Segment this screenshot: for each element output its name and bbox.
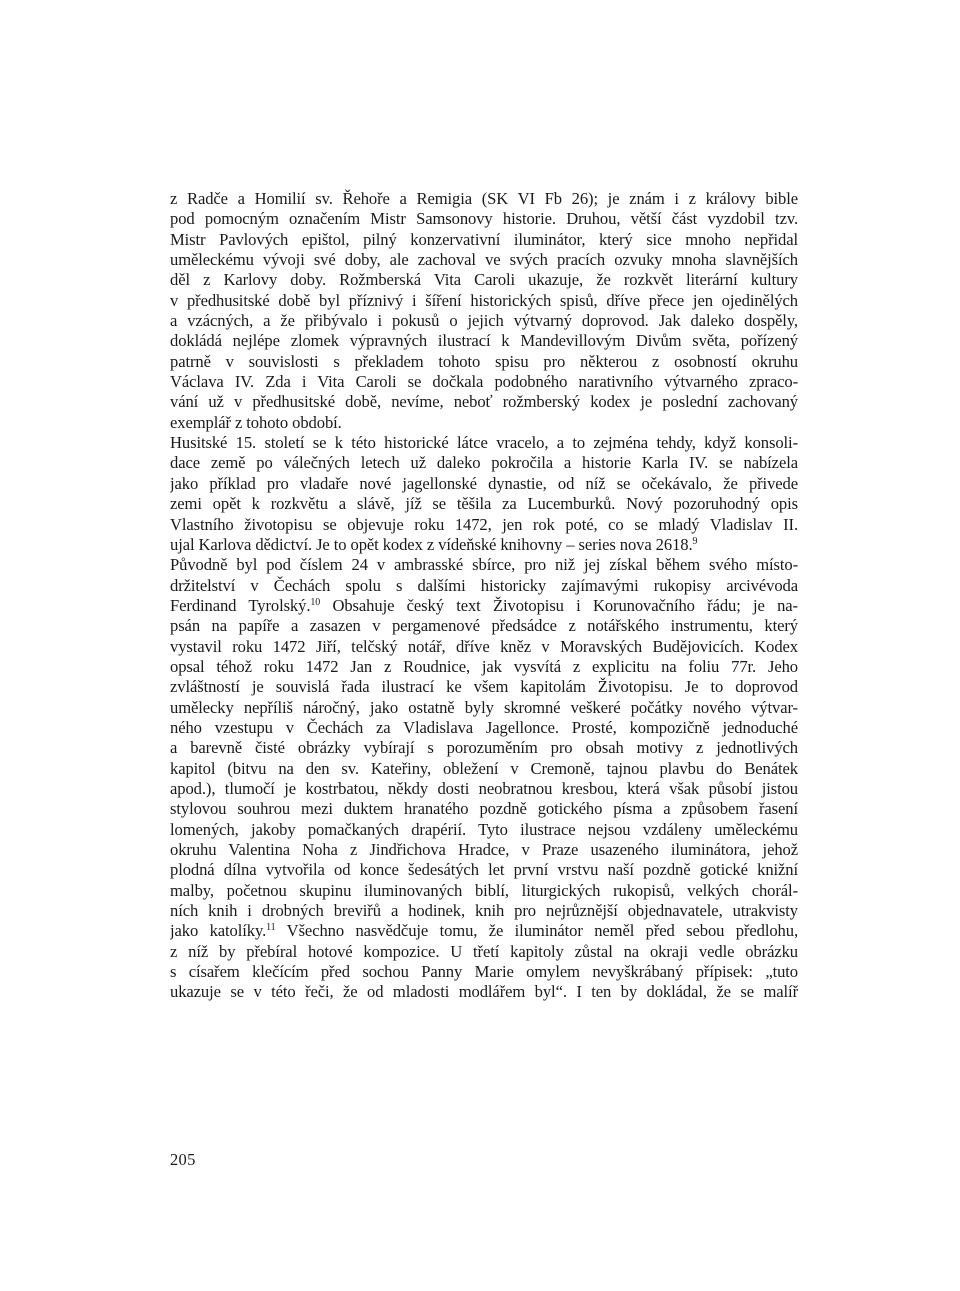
text-line	[170, 799, 798, 819]
text-line	[170, 962, 798, 982]
text-line	[170, 576, 798, 596]
line-text: lomených, jakoby pomačkaných drapérií. Tyto ilustrace nejsou vzdáleny uměleckému	[170, 819, 798, 839]
text-line	[170, 270, 798, 290]
line-text: plodná dílna vytvořila od konce šedesátých let první vrstvu naší pozdně gotické knižní	[170, 860, 798, 880]
line-text: držitelství v Čechách spolu s dalšími historicky zajímavými rukopisy arcivévoda	[170, 575, 798, 595]
line-text: s císařem klečícím před sochou Panny Marie omylem nevyškrábaný přípisek: „tuto	[170, 962, 798, 982]
text-line	[170, 982, 798, 1002]
text-line	[170, 901, 798, 921]
text-line	[170, 881, 798, 901]
text-line	[170, 759, 798, 779]
text-line	[170, 372, 798, 392]
text-line	[170, 698, 798, 718]
line-text: dokládá nejlépe zlomek výpravných ilustrací k Mandevillovým Divům světa, pořízený	[170, 331, 798, 351]
line-text: z níž by přebíral hotové kompozice. U třetí kapitoly zůstal na okraji vedle obrázku	[170, 941, 798, 961]
text-line	[170, 555, 798, 575]
text-line	[170, 616, 798, 636]
text-line	[170, 413, 798, 433]
line-text: opsal téhož roku 1472 Jan z Roudnice, jak vysvítá z explicitu na foliu 77r. Jeho	[170, 656, 798, 676]
text-line	[170, 840, 798, 860]
text-line	[170, 535, 798, 555]
text-line	[170, 820, 798, 840]
text-line	[170, 515, 798, 535]
line-text: patrně v souvislosti s překladem tohoto spisu pro některou z osobností okruhu	[170, 351, 798, 371]
text-line	[170, 352, 798, 372]
footnote-reference: 11	[266, 922, 276, 934]
text-line	[170, 637, 798, 657]
text-line	[170, 250, 798, 270]
text-line	[170, 230, 798, 250]
line-text: děl z Karlovy doby. Rožmberská Vita Caroli ukazuje, že rozkvět literární kultury	[170, 270, 798, 290]
text-line	[170, 657, 798, 677]
text-line	[170, 189, 798, 209]
line-text: uměleckému vývoji své doby, ale zachoval ve svých pracích ozvuky mnoha slavnějších	[170, 250, 798, 270]
text-line	[170, 942, 798, 962]
line-text: vání už v předhusitské době, nevíme, neboť rožmberský kodex je poslední zachovaný	[170, 392, 798, 412]
text-line	[170, 209, 798, 229]
text-line	[170, 453, 798, 473]
footnote-reference: 10	[310, 596, 321, 608]
line-text: zvláštností je souvislá řada ilustrací ke všem kapitolám Životopisu. Je to doprovod	[170, 677, 798, 697]
text-line	[170, 331, 798, 351]
line-text-continued: Všechno nasvědčuje tomu, že iluminátor neměl před sebou předlohu,	[275, 921, 798, 941]
line-text: jako příklad pro vladaře nové jagellonské dynastie, od níž se očekávalo, že přivede	[170, 473, 798, 493]
text-line	[170, 291, 798, 311]
page-number: 205	[170, 1150, 196, 1169]
footnote-reference: 9	[692, 535, 698, 547]
text-line	[170, 860, 798, 880]
line-text: v předhusitské době byl příznivý i šíření historických spisů, dříve přece jen ojedinělých	[170, 290, 798, 310]
line-text: a vzácných, a že přibývalo i pokusů o jejich výtvarný doprovod. Jak daleko dospěly,	[170, 311, 798, 331]
text-line	[170, 494, 798, 514]
line-text: ného vzestupu v Čechách za Vladislava Jagellonce. Prosté, kompozičně jednoduché	[170, 717, 798, 737]
line-text: pod pomocným označením Mistr Samsonovy historie. Druhou, větší část vyzdobil tzv.	[170, 209, 798, 229]
line-text: okruhu Valentina Noha z Jindřichova Hradce, v Praze usazeného iluminátora, jehož	[170, 840, 798, 859]
line-text: Vlastního životopisu se objevuje roku 1472, jen rok poté, co se mladý Vladislav II.	[170, 514, 798, 534]
line-text: exemplář z tohoto období.	[170, 412, 342, 432]
line-text: Mistr Pavlových epištol, pilný konzervativní iluminátor, který sice mnoho nepřidal	[170, 229, 798, 249]
line-text: ních knih i drobných breviřů a hodinek, knih pro nejrůznější objednavatele, utrakvisty	[170, 901, 798, 921]
text-line	[170, 433, 798, 453]
line-text: z Radče a Homilií sv. Řehoře a Remigia (SK VI Fb 26); je znám i z královy bible	[170, 189, 798, 208]
text-line	[170, 738, 798, 758]
body-text	[170, 189, 798, 1003]
text-line	[170, 392, 798, 412]
line-text: psán na papíře a zasazen v pergamenové předsádce z notářského instrumentu, který	[170, 616, 798, 636]
line-text: Ferdinand Tyrolský.	[170, 595, 311, 615]
line-text: umělecky nepříliš náročný, jako ostatně byly skromné veškeré počátky nového výtvar-	[170, 697, 798, 717]
line-text: kapitol (bitvu na den sv. Kateřiny, obležení v Cremoně, tajnou plavbu do Benátek	[170, 758, 798, 778]
line-text: a barevně čisté obrázky vybírají s porozuměním pro obsah motivy z jednotlivých	[170, 738, 798, 758]
line-text: stylovou souhrou mezi duktem hranatého pozdně gotického písma a způsobem řasení	[170, 799, 798, 819]
text-line	[170, 779, 798, 799]
line-text: zemi opět k rozkvětu a slávě, jíž se těšila za Lucemburků. Nový pozoruhodný opis	[170, 494, 798, 514]
line-text: dace země po válečných letech už daleko pokročila a historie Karla IV. se nabízela	[170, 453, 798, 473]
text-line	[170, 921, 798, 941]
text-line	[170, 474, 798, 494]
line-text: Husitské 15. století se k této historické látce vracelo, a to zejména tehdy, když konsoli-	[170, 433, 798, 453]
line-text: ukazuje se v této řeči, že od mladosti modlářem byl“. I ten by dokládal, že se malíř	[170, 982, 798, 1002]
text-line	[170, 596, 798, 616]
line-text-continued: Obsahuje český text Životopisu i Korunovačního řádu; je na-	[320, 595, 798, 615]
line-text: vystavil roku 1472 Jiří, telčský notář, dříve kněz v Moravských Budějovicích. Kodex	[170, 636, 798, 656]
line-text: Původně byl pod číslem 24 v ambrasské sbírce, pro niž jej získal během svého místo-	[170, 555, 798, 575]
text-line	[170, 677, 798, 697]
line-text: jako katolíky.	[170, 921, 267, 941]
line-text: Václava IV. Zda i Vita Caroli se dočkala podobného narativního výtvarného zpraco-	[170, 372, 798, 392]
line-text: ujal Karlova dědictví. Je to opět kodex z vídeňské knihovny – series nova 2618.	[170, 534, 693, 554]
text-line	[170, 718, 798, 738]
text-line	[170, 311, 798, 331]
line-text: apod.), tlumočí je kostrbatou, někdy dosti neobratnou kresbou, která však působí jistou	[170, 778, 798, 798]
line-text: malby, početnou skupinu iluminovaných biblí, liturgických rukopisů, velkých chorál-	[170, 880, 798, 900]
